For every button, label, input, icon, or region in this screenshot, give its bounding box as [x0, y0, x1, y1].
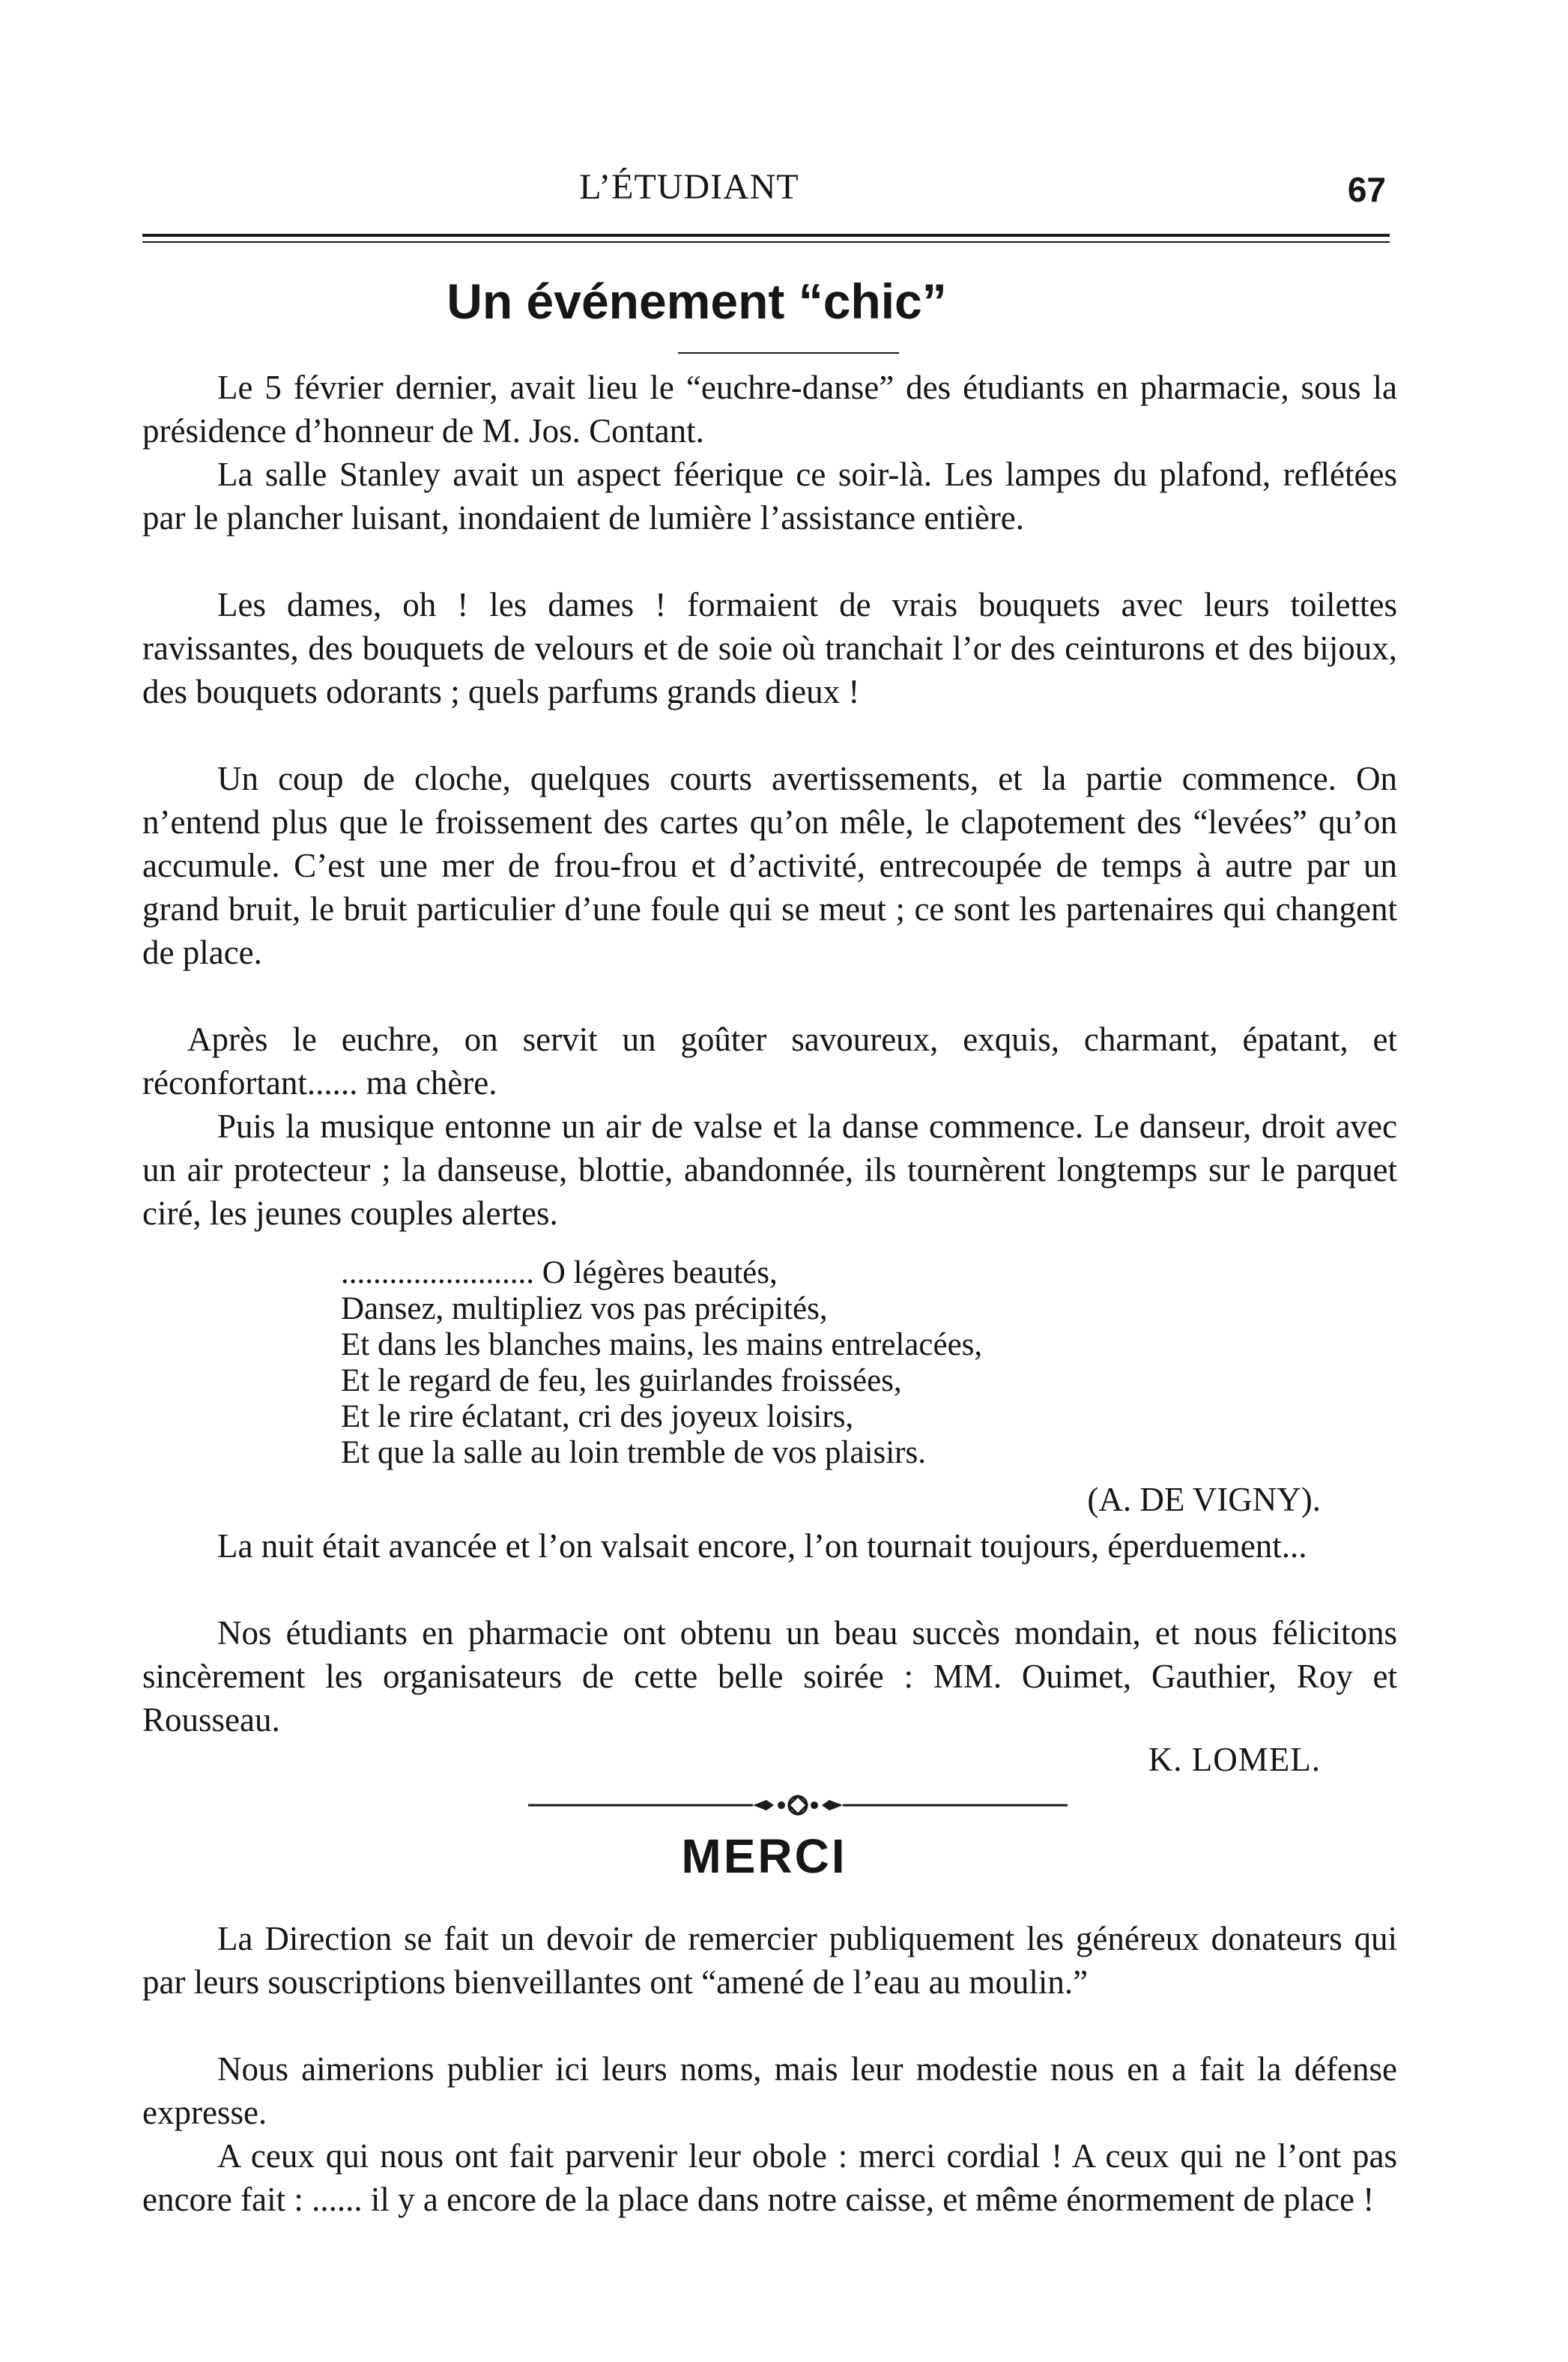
poem-line-3: Et dans les blanches mains, les mains entrelacées, — [341, 1327, 983, 1362]
closing-paragraph-2: Nos étudiants en pharmacie ont obtenu un beau succès mondain, et nous félicitons sincèrement les organisateurs de cette belle soirée : MM. Ouimet, Gauthier, Roy et Rousseau. — [142, 1614, 1397, 1739]
merci-paragraph-1: La Direction se fait un devoir de remercier publiquement les généreux donateurs qui par leurs souscriptions bienveillantes ont “amené de l’eau au moulin.” — [142, 1920, 1397, 2001]
merci-paragraph-3: A ceux qui nous ont fait parvenir leur obole : merci cordial ! A ceux qui ne l’ont pas encore fait : ...... il y a encore de la place dans notre caisse, et même énormement de place ! — [142, 2137, 1397, 2218]
article-paragraph-4: Un coup de cloche, quelques courts avertissements, et la partie commence. On n’entend plus que le froissement des cartes qu’on mêle, le clapotement des “levées” qu’on accumule. C’est une mer de frou-frou et d’activité, entrecoupée de temps à autre par un grand bruit, le bruit particulier d’une foule qui se meut ; ce sont les partenaires qui changent de place. — [142, 760, 1397, 971]
section-divider-ornament — [528, 1794, 1068, 1816]
poem-line-4: Et le regard de feu, les guirlandes froissées, — [341, 1363, 902, 1398]
title-underline-rule — [678, 352, 899, 354]
article-paragraph-2: La salle Stanley avait un aspect féerique ce soir-là. Les lampes du plafond, reflétées par le plancher luisant, inondaient de lumière l’assistance entière. — [142, 456, 1397, 537]
poem-line-5: Et le rire éclatant, cri des joyeux loisirs, — [341, 1399, 854, 1434]
article-title: Un événement “chic” — [447, 274, 947, 329]
article-paragraph-3: Les dames, oh ! les dames ! formaient de vrais bouquets avec leurs toilettes ravissantes, des bouquets de velours et de soie où tranchait l’or des ceinturons et des bijoux, des bouquets odorants ; quels parfums grands dieux ! — [142, 586, 1397, 710]
header-double-rule — [142, 234, 1390, 243]
page-number: 67 — [1347, 170, 1386, 209]
article-paragraph-6: Puis la musique entonne un air de valse et la danse commence. Le danseur, droit avec un air protecteur ; la danseuse, blottie, abandonnée, ils tournèrent longtemps sur le parquet ciré, les jeunes couples alertes. — [142, 1108, 1397, 1232]
poem-line-2: Dansez, multipliez vos pas précipités, — [341, 1291, 828, 1326]
closing-paragraph-1: La nuit était avancée et l’on valsait encore, l’on tournait toujours, éperduement... — [217, 1527, 1307, 1565]
article-paragraph-5: Après le euchre, on servit un goûter savoureux, exquis, charmant, épatant, et réconfortant...... ma chère. — [142, 1021, 1397, 1102]
article-signature: K. LOMEL. — [1148, 1741, 1321, 1778]
poem-line-1: ........................ O légères beautés, — [341, 1255, 778, 1290]
poem-line-6: Et que la salle au loin tremble de vos plaisirs. — [341, 1435, 926, 1470]
running-header-title: L’ÉTUDIANT — [579, 167, 799, 207]
merci-title: MERCI — [681, 1829, 847, 1883]
article-paragraph-1: Le 5 février dernier, avait lieu le “euchre-danse” des étudiants en pharmacie, sous la présidence d’honneur de M. Jos. Contant. — [142, 369, 1397, 450]
poem-attribution: (A. DE VIGNY). — [1087, 1481, 1321, 1518]
merci-paragraph-2: Nous aimerions publier ici leurs noms, mais leur modestie nous en a fait la défense expresse. — [142, 2050, 1397, 2131]
poem-quote — [341, 1255, 1315, 1471]
